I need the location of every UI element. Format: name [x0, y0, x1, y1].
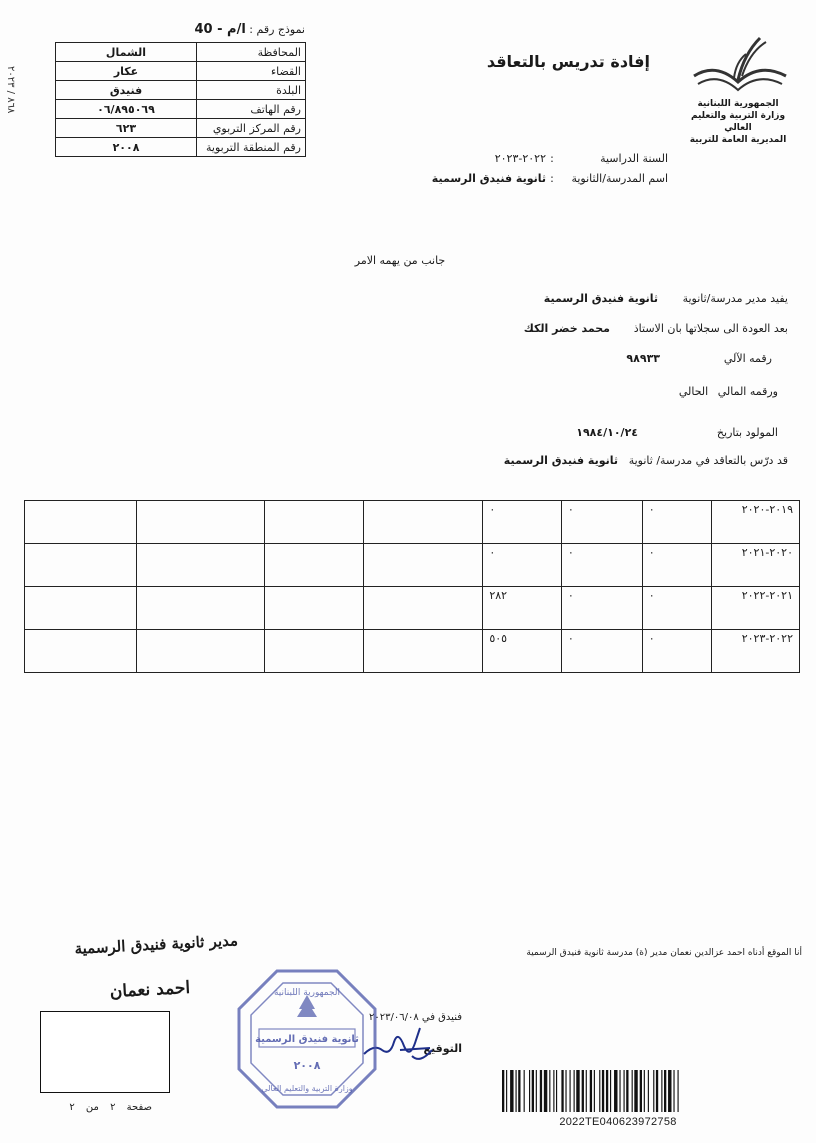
signature-box: [40, 1011, 170, 1093]
side-reference-number: ٨٦٨ / ٢٠٢٣: [5, 66, 16, 114]
hours-cell: ٠: [642, 587, 712, 630]
ministry-header: [684, 98, 792, 146]
hours-cell: ٠: [483, 544, 562, 587]
financial-id-label-2: الحالي: [678, 385, 709, 398]
signature-label: التوقيع: [423, 1042, 462, 1055]
academic-year-value: ٢٠٢٢-٢٠٢٣: [494, 152, 546, 165]
page-total: ٢: [69, 1102, 75, 1113]
hours-cell: ٠: [642, 630, 712, 673]
taught-school: ثانوية فنيدق الرسمية: [503, 454, 618, 467]
info-label: البلدة: [197, 81, 306, 100]
ministry-line-ministry: وزارة التربية والتعليم العالي: [690, 111, 786, 133]
form-number-label: نموذج رقم: [256, 23, 305, 36]
dob-value: ١٩٨٤/١٠/٢٤: [576, 426, 638, 439]
school-info-table: [55, 42, 306, 157]
financial-id-line: [679, 384, 778, 399]
empty-cell: [137, 501, 265, 544]
dob-label: المولود بتاريخ: [716, 426, 778, 439]
open-book-logo-icon: [688, 32, 792, 96]
principal-title-stamp: مدير ثانوية فنيدق الرسمية: [74, 931, 239, 958]
principal-school: ثانوية فنيدق الرسمية: [543, 292, 658, 305]
empty-cell: [265, 501, 364, 544]
info-value: عكار: [56, 62, 197, 81]
hours-cell: ٢٨٢: [483, 587, 562, 630]
info-label: المحافظة: [197, 43, 306, 62]
info-row: [56, 138, 306, 157]
empty-cell: [137, 587, 265, 630]
year-cell: ٢٠٢٢-٢٠٢٣: [712, 630, 800, 673]
info-row: [56, 81, 306, 100]
taught-line: [504, 454, 788, 467]
form-number-sep: :: [249, 23, 253, 36]
salutation: جانب من يهمه الامر: [354, 254, 446, 267]
auto-id-label: رقمه الآلي: [723, 352, 772, 365]
table-row: [25, 501, 800, 544]
info-label: رقم المنطقة التربوية: [197, 138, 306, 157]
taught-label: قد درّس بالتعاقد في مدرسة/ ثانوية: [628, 454, 788, 467]
info-value: الشمال: [56, 43, 197, 62]
stamp-center-text: ثانوية فنيدق الرسمية: [255, 1034, 359, 1045]
info-value: ٠٦/٨٩٥٠٦٩: [56, 100, 197, 119]
document-title: إفادة تدريس بالتعاقد: [486, 52, 650, 71]
table-row: [25, 587, 800, 630]
info-label: رقم المركز التربوي: [197, 119, 306, 138]
hours-cell: ٠: [642, 501, 712, 544]
year-cell: ٢٠٢٠-٢٠٢١: [712, 544, 800, 587]
info-value: فنيدق: [56, 81, 197, 100]
page-number: ٢: [110, 1102, 116, 1113]
empty-cell: [25, 501, 137, 544]
empty-cell: [25, 544, 137, 587]
hours-cell: ٠: [642, 544, 712, 587]
signer-statement: أنا الموقع أدناه احمد عزالدين نعمان مدير (ة) مدرسة ثانوية فنيدق الرسمية: [526, 948, 802, 958]
stamp-bottom-text: وزارة التربية والتعليم العالي: [261, 1084, 353, 1093]
table-row: [25, 630, 800, 673]
teacher-label: بعد العودة الى سجلاتها بان الاستاذ: [633, 322, 788, 335]
form-number-code: ا/م - 40: [194, 22, 246, 37]
empty-cell: [25, 587, 137, 630]
school-name-value: ثانوية فنيدق الرسمية: [431, 172, 546, 185]
ministry-line-republic: الجمهورية اللبنانية: [697, 99, 779, 109]
barcode-icon: [502, 1070, 734, 1112]
stamp-number: ٢٠٠٨: [293, 1059, 321, 1072]
teaching-hours-table: [24, 500, 800, 673]
info-row: [56, 62, 306, 81]
empty-cell: [265, 544, 364, 587]
info-value: ٦٢٣: [56, 119, 197, 138]
info-row: [56, 100, 306, 119]
info-label: رقم الهاتف: [197, 100, 306, 119]
empty-cell: [265, 630, 364, 673]
academic-year-row: [495, 152, 668, 165]
info-row: [56, 119, 306, 138]
academic-year-sep: :: [550, 152, 554, 165]
hours-cell: ٠: [561, 544, 642, 587]
auto-id-line: [626, 352, 772, 365]
info-value: ٢٠٠٨: [56, 138, 197, 157]
empty-cell: [137, 630, 265, 673]
school-name-row: [432, 172, 668, 185]
financial-id-label: ورقمه المالي: [717, 385, 778, 398]
hours-cell: ٠: [483, 501, 562, 544]
principal-name-stamp: احمد نعمان: [109, 977, 191, 1003]
principal-label: يفيد مدير مدرسة/ثانوية: [682, 292, 788, 305]
empty-cell: [364, 544, 483, 587]
barcode-number: 2022TE040623972758: [559, 1116, 677, 1128]
dob-line: [576, 426, 778, 439]
hours-cell: ٥٠٥: [483, 630, 562, 673]
place-and-date: فنيدق في ٢٠٢٣/٠٦/٠٨: [368, 1012, 462, 1023]
school-name-label: اسم المدرسة/الثانوية: [571, 172, 668, 185]
empty-cell: [137, 544, 265, 587]
year-cell: ٢٠١٩-٢٠٢٠: [712, 501, 800, 544]
stamp-top-text: الجمهورية اللبنانية: [273, 988, 341, 998]
academic-year-label: السنة الدراسية: [600, 152, 668, 165]
empty-cell: [364, 587, 483, 630]
empty-cell: [25, 630, 137, 673]
page-word: صفحة: [126, 1102, 152, 1113]
auto-id-value: ٩٨٩٣٣: [626, 352, 660, 365]
official-school-stamp-icon: [233, 965, 381, 1113]
hours-cell: ٠: [561, 630, 642, 673]
ministry-line-directorate: المديرية العامة للتربية: [689, 135, 787, 145]
empty-cell: [364, 501, 483, 544]
school-name-sep: :: [550, 172, 554, 185]
table-row: [25, 544, 800, 587]
teacher-line: [524, 322, 788, 335]
empty-cell: [265, 587, 364, 630]
hours-cell: ٠: [561, 587, 642, 630]
info-label: القضاء: [197, 62, 306, 81]
principal-line: [544, 292, 788, 305]
year-cell: ٢٠٢١-٢٠٢٢: [712, 587, 800, 630]
hours-cell: ٠: [561, 501, 642, 544]
info-row: [56, 43, 306, 62]
form-number: [185, 22, 305, 37]
page-indicator: [44, 1102, 156, 1113]
page-of-word: من: [85, 1102, 99, 1113]
teacher-name: محمد خضر الكك: [523, 322, 610, 335]
empty-cell: [364, 630, 483, 673]
